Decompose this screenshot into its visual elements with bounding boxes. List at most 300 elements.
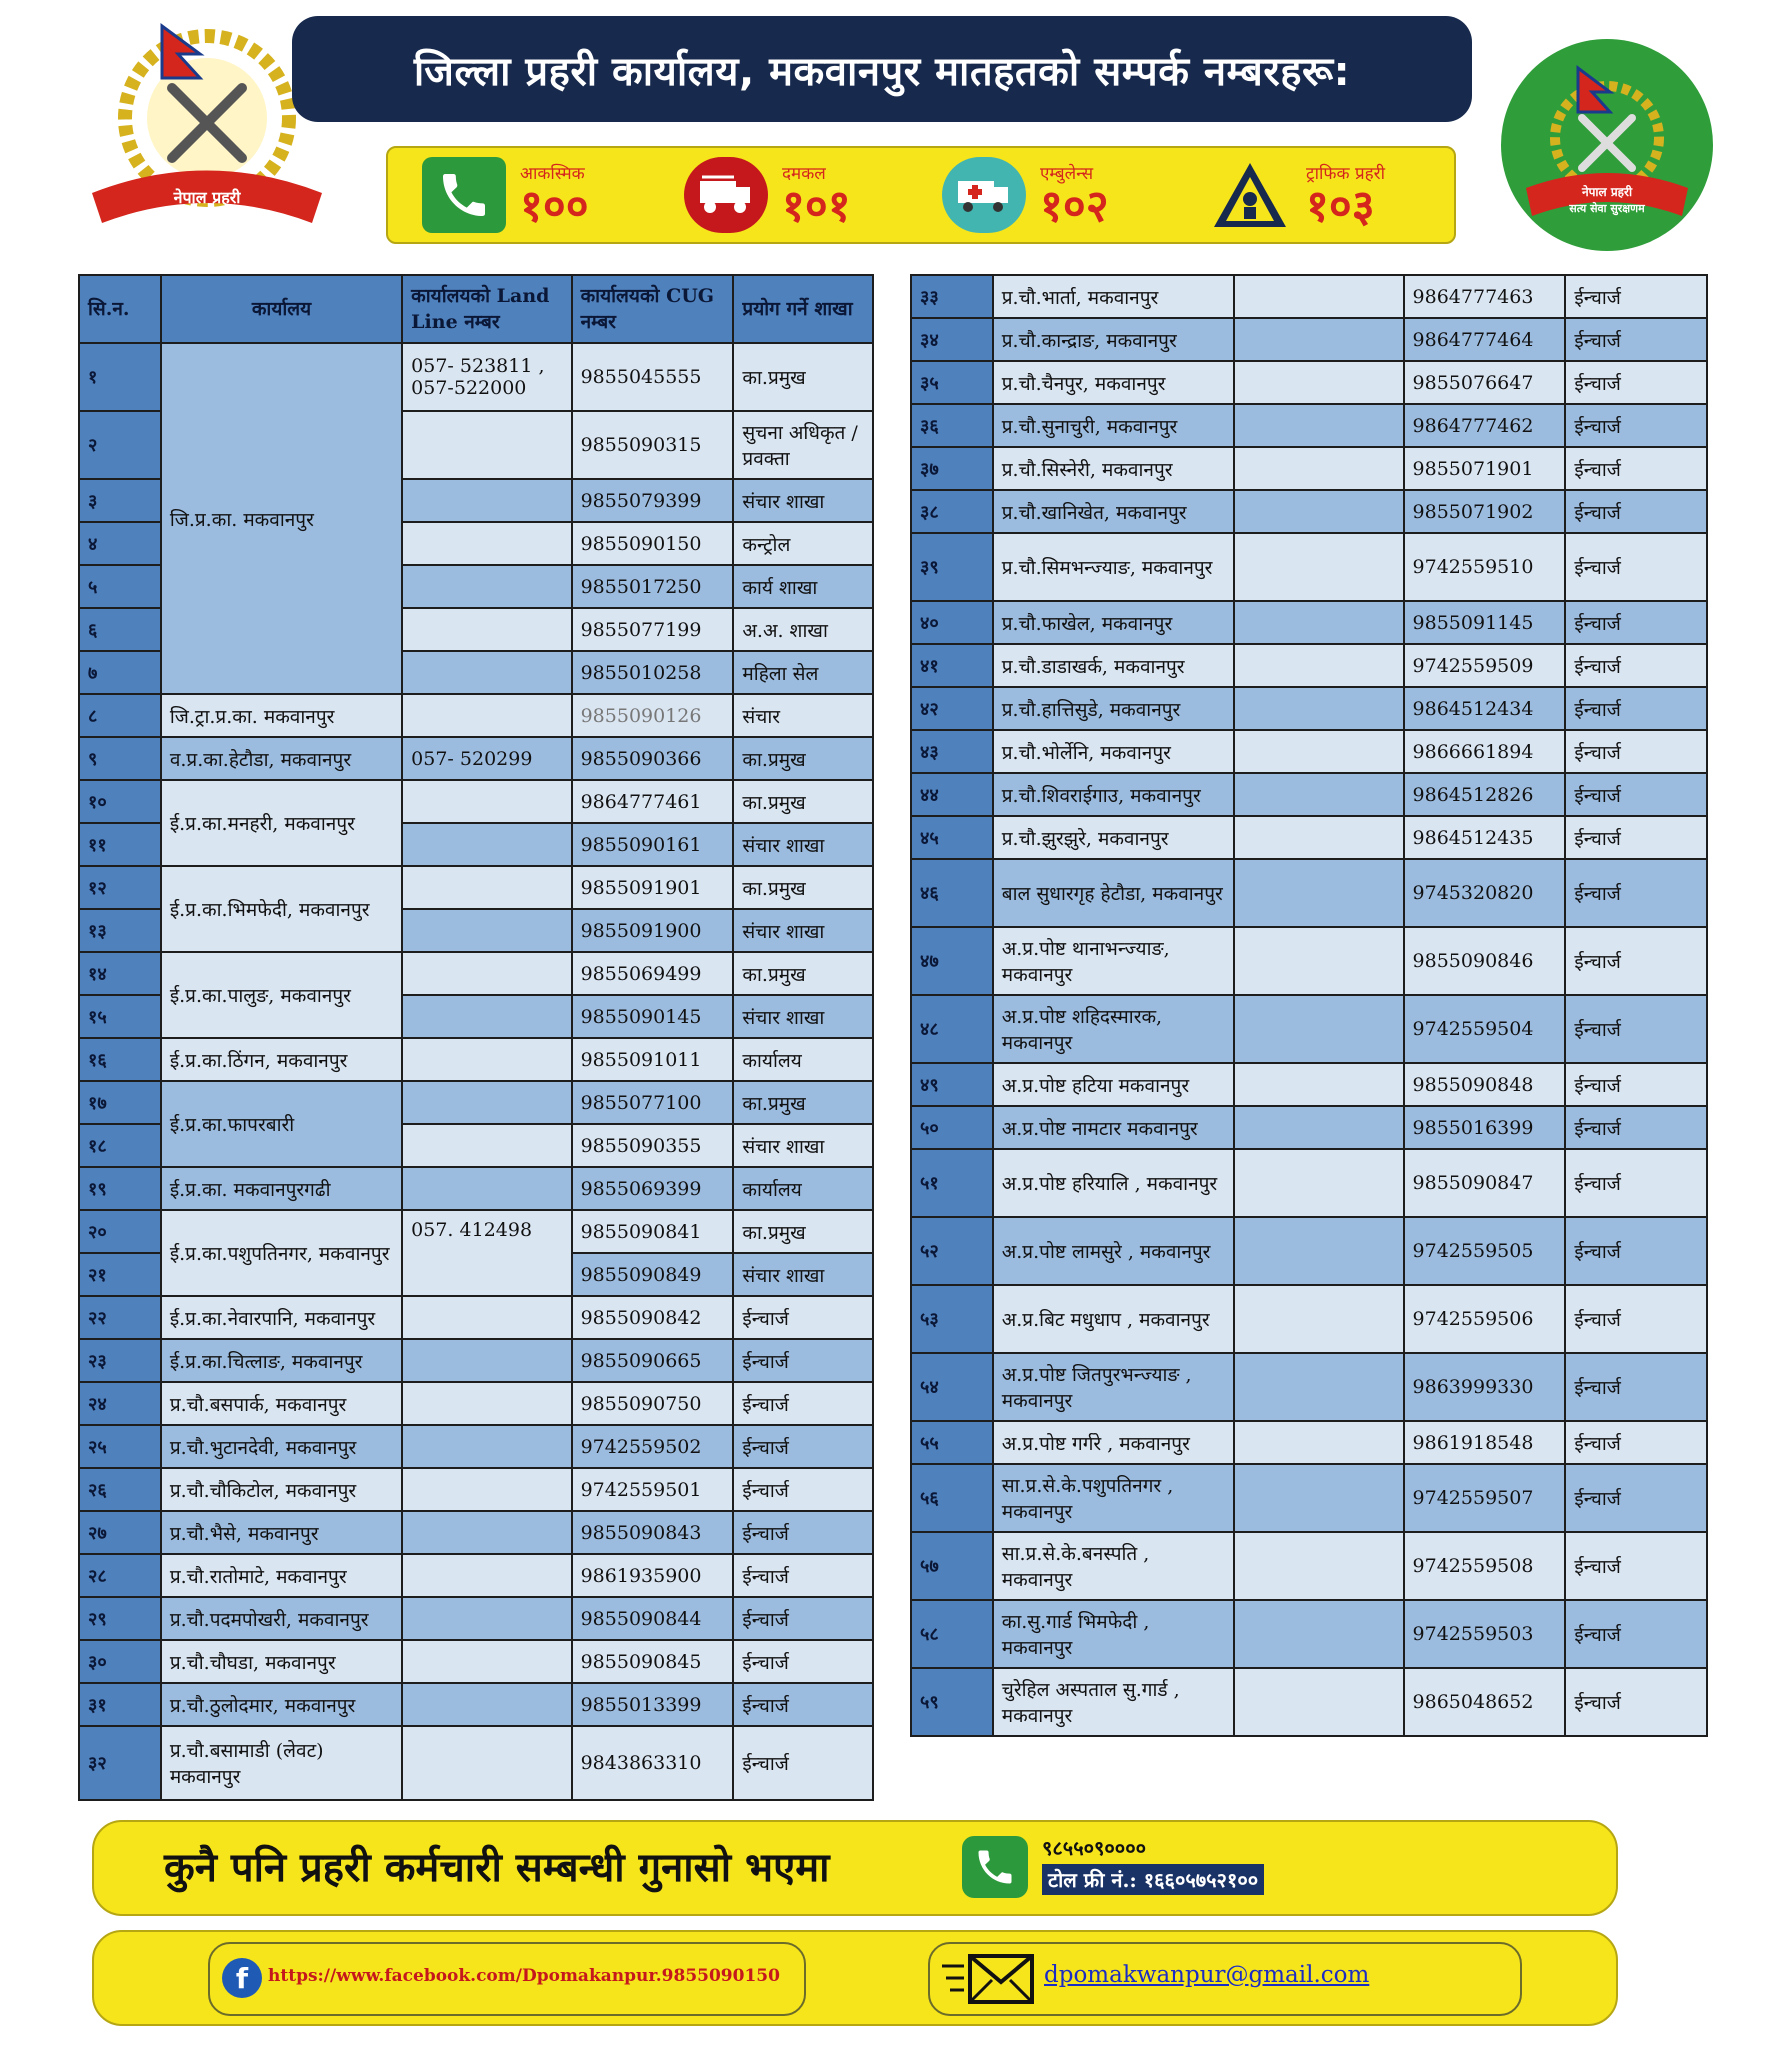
cell-landline: [1234, 773, 1403, 816]
cell-landline: [402, 479, 571, 522]
cell-branch: सुचना अधिकृत /प्रवक्ता: [733, 411, 873, 479]
cell-office: प्र.चौ.पदमपोखरी, मकवानपुर: [161, 1597, 402, 1640]
cell-branch: संचार शाखा: [733, 823, 873, 866]
cell-office: अ.प्र.पोष्ट नामटार मकवानपुर: [993, 1106, 1235, 1149]
cell-sn: ११: [79, 823, 161, 866]
cell-office: ई.प्र.का.पालुङ, मकवानपुर: [161, 952, 402, 1038]
cell-sn: ४९: [911, 1063, 993, 1106]
emergency-label: दमकल: [782, 163, 826, 184]
cell-cug: 9855090150: [572, 522, 734, 565]
cell-cug: 9855091011: [572, 1038, 734, 1081]
cell-cug: 9855090849: [572, 1253, 734, 1296]
cell-sn: ३०: [79, 1640, 161, 1683]
cell-branch: का.प्रमुख: [733, 737, 873, 780]
cell-cug: 9864512435: [1404, 816, 1566, 859]
cell-sn: २३: [79, 1339, 161, 1382]
cell-sn: ३७: [911, 447, 993, 490]
cell-sn: ९: [79, 737, 161, 780]
table-row: [911, 816, 1707, 859]
cell-office: प्र.चौ.कान्द्राङ, मकवानपुर: [993, 318, 1235, 361]
cell-branch: ईन्चार्ज: [733, 1597, 873, 1640]
cell-cug: 9742559506: [1404, 1285, 1566, 1353]
table-row: [911, 447, 1707, 490]
cell-sn: ३३: [911, 275, 993, 318]
cell-branch: ईन्चार्ज: [1565, 1106, 1707, 1149]
cell-cug: 9742559508: [1404, 1532, 1566, 1600]
cell-cug: 9855077199: [572, 608, 734, 651]
logo-right-text-2: सत्य सेवा सुरक्षणम: [1569, 202, 1645, 215]
cell-cug: 9843863310: [572, 1726, 734, 1800]
cell-office: प्र.चौ.झुरझुरे, मकवानपुर: [993, 816, 1235, 859]
table-row: [911, 1285, 1707, 1353]
cell-branch: ईन्चार्ज: [1565, 1600, 1707, 1668]
cell-sn: ३५: [911, 361, 993, 404]
cell-branch: संचार शाखा: [733, 909, 873, 952]
cell-landline: [1234, 361, 1403, 404]
cell-landline: [402, 1683, 571, 1726]
cell-branch: ईन्चार्ज: [733, 1554, 873, 1597]
emergency-fire[interactable]: [684, 154, 851, 236]
cell-sn: १६: [79, 1038, 161, 1081]
table-row: [911, 533, 1707, 601]
table-row: [911, 275, 1707, 318]
cell-sn: ४४: [911, 773, 993, 816]
cell-landline: 057. 412498: [402, 1210, 571, 1296]
table-row: [911, 687, 1707, 730]
cell-branch: ईन्चार्ज: [733, 1339, 873, 1382]
ambulance-icon: [942, 157, 1026, 233]
cell-branch: संचार शाखा: [733, 995, 873, 1038]
cell-sn: २८: [79, 1554, 161, 1597]
email-link[interactable]: dpomakwanpur@gmail.com: [1044, 1962, 1370, 1988]
cell-cug: 9855079399: [572, 479, 734, 522]
table-row: [911, 318, 1707, 361]
cell-branch: कन्ट्रोल: [733, 522, 873, 565]
cell-cug: 9855010258: [572, 651, 734, 694]
cell-branch: ईन्चार्ज: [1565, 318, 1707, 361]
table-row: [911, 1532, 1707, 1600]
cell-office: ई.प्र.का.नेवारपानि, मकवानपुर: [161, 1296, 402, 1339]
logo-right-text-1: नेपाल प्रहरी: [1581, 185, 1633, 199]
cell-branch: महिला सेल: [733, 651, 873, 694]
cell-landline: [402, 1339, 571, 1382]
cell-landline: [402, 1038, 571, 1081]
grievance-text: कुनै पनि प्रहरी कर्मचारी सम्बन्धी गुनासो भएमा: [164, 1845, 830, 1891]
cell-cug: 9855069399: [572, 1167, 734, 1210]
cell-landline: [1234, 1217, 1403, 1285]
cell-cug: 9855071901: [1404, 447, 1566, 490]
cell-sn: ३१: [79, 1683, 161, 1726]
cell-branch: का.प्रमुख: [733, 780, 873, 823]
cell-sn: २५: [79, 1425, 161, 1468]
cell-landline: [402, 780, 571, 823]
cell-sn: १: [79, 343, 161, 411]
emergency-number: १०२: [1040, 180, 1109, 232]
cell-landline: [402, 522, 571, 565]
cell-cug: 9864512826: [1404, 773, 1566, 816]
cell-cug: 9864777462: [1404, 404, 1566, 447]
cell-office: प्र.चौ.चौघडा, मकवानपुर: [161, 1640, 402, 1683]
cell-cug: 9855016399: [1404, 1106, 1566, 1149]
cell-sn: १३: [79, 909, 161, 952]
cell-branch: ईन्चार्ज: [1565, 1353, 1707, 1421]
page-title: जिल्ला प्रहरी कार्यालय, मकवानपुर मातहतको सम्पर्क नम्बरहरू:: [292, 16, 1472, 122]
cell-branch: का.प्रमुख: [733, 1081, 873, 1124]
cell-office: प्र.चौ.भुटानदेवी, मकवानपुर: [161, 1425, 402, 1468]
fire-truck-icon: [684, 157, 768, 233]
cell-sn: ५२: [911, 1217, 993, 1285]
cell-sn: ५९: [911, 1668, 993, 1736]
emergency-label: ट्राफिक प्रहरी: [1306, 163, 1385, 184]
cell-branch: ईन्चार्ज: [1565, 816, 1707, 859]
cell-branch: ईन्चार्ज: [1565, 533, 1707, 601]
cell-landline: [402, 1296, 571, 1339]
cell-cug: 9864512434: [1404, 687, 1566, 730]
cell-branch: ईन्चार्ज: [1565, 995, 1707, 1063]
cell-office: अ.प्र.पोष्ट हटिया मकवानपुर: [993, 1063, 1235, 1106]
cell-sn: ४६: [911, 859, 993, 927]
cell-landline: [402, 1511, 571, 1554]
cell-landline: [402, 995, 571, 1038]
cell-landline: [1234, 730, 1403, 773]
cell-office: व.प्र.का.हेटौडा, मकवानपुर: [161, 737, 402, 780]
facebook-box[interactable]: [208, 1942, 806, 2016]
cell-cug: 9855090845: [572, 1640, 734, 1683]
cell-sn: ४३: [911, 730, 993, 773]
cell-cug: 9863999330: [1404, 1353, 1566, 1421]
cell-landline: [1234, 447, 1403, 490]
cell-sn: १८: [79, 1124, 161, 1167]
cell-landline: [1234, 318, 1403, 361]
cell-branch: ईन्चार्ज: [1565, 404, 1707, 447]
cell-branch: संचार शाखा: [733, 1253, 873, 1296]
cell-landline: [1234, 816, 1403, 859]
cell-cug: 9855076647: [1404, 361, 1566, 404]
cell-landline: [1234, 644, 1403, 687]
cell-landline: [1234, 1600, 1403, 1668]
emergency-traffic[interactable]: [1208, 154, 1385, 236]
cell-cug: 9742559501: [572, 1468, 734, 1511]
cell-sn: ३२: [79, 1726, 161, 1800]
cell-office: प्र.चौ.भैसे, मकवानपुर: [161, 1511, 402, 1554]
phone-icon: [422, 157, 506, 233]
cell-sn: ५८: [911, 1600, 993, 1668]
cell-landline: [1234, 1063, 1403, 1106]
cell-office: अ.प्र.पोष्ट शहिदस्मारक, मकवानपुर: [993, 995, 1235, 1063]
cell-cug: 9742559509: [1404, 644, 1566, 687]
cell-branch: ईन्चार्ज: [1565, 601, 1707, 644]
cell-office: प्र.चौ.भार्ता, मकवानपुर: [993, 275, 1235, 318]
cell-office: बाल सुधारगृह हेटौडा, मकवानपुर: [993, 859, 1235, 927]
table-row: [911, 644, 1707, 687]
cell-office: प्र.चौ.रातोमाटे, मकवानपुर: [161, 1554, 402, 1597]
cell-cug: 9742559504: [1404, 995, 1566, 1063]
facebook-link[interactable]: https://www.facebook.com/Dpomakanpur.9855090150: [268, 1966, 780, 1986]
cell-sn: १७: [79, 1081, 161, 1124]
grievance-phone[interactable]: ९८५५०९००००: [1042, 1836, 1146, 1860]
cell-branch: का.प्रमुख: [733, 1210, 873, 1253]
cell-branch: कार्यालय: [733, 1038, 873, 1081]
cell-landline: [402, 1640, 571, 1683]
cell-landline: [402, 411, 571, 479]
cell-landline: [1234, 995, 1403, 1063]
cell-cug: 9855090844: [572, 1597, 734, 1640]
cell-office: प्र.चौ.बसपार्क, मकवानपुर: [161, 1382, 402, 1425]
cell-office: प्र.चौ.चैनपुर, मकवानपुर: [993, 361, 1235, 404]
cell-sn: २: [79, 411, 161, 479]
header-branch: प्रयोग गर्ने शाखा: [733, 275, 873, 343]
cell-sn: ३४: [911, 318, 993, 361]
grievance-banner: [92, 1820, 1618, 1916]
table-row: [911, 927, 1707, 995]
cell-office: सा.प्र.से.के.पशुपतिनगर , मकवानपुर: [993, 1464, 1235, 1532]
cell-branch: ईन्चार्ज: [1565, 1063, 1707, 1106]
emergency-police[interactable]: [422, 154, 589, 236]
contact-table-left: [78, 274, 874, 1801]
cell-branch: ईन्चार्ज: [1565, 644, 1707, 687]
cell-office: प्र.चौ.शिवराईगाउ, मकवानपुर: [993, 773, 1235, 816]
cell-branch: ईन्चार्ज: [1565, 490, 1707, 533]
toll-free-number[interactable]: टोल फ्री नं.: १६६०५७५२१००: [1042, 1864, 1264, 1895]
cell-office: प्र.चौ.भोर्लेनि, मकवानपुर: [993, 730, 1235, 773]
cell-cug: 9855045555: [572, 343, 734, 411]
table-row: [911, 995, 1707, 1063]
cell-office: ई.प्र.का.भिमफेदी, मकवानपुर: [161, 866, 402, 952]
cell-sn: १५: [79, 995, 161, 1038]
cell-sn: ५३: [911, 1285, 993, 1353]
cell-office: अ.प्र.पोष्ट जितपुरभन्ज्याङ , मकवानपुर: [993, 1353, 1235, 1421]
cell-cug: 9855090126: [572, 694, 734, 737]
cell-sn: ७: [79, 651, 161, 694]
cell-cug: 9855091901: [572, 866, 734, 909]
table-row: [911, 1106, 1707, 1149]
cell-landline: [1234, 1464, 1403, 1532]
cell-office: प्र.चौ.फाखेल, मकवानपुर: [993, 601, 1235, 644]
table-row: [911, 361, 1707, 404]
cell-cug: 9742559505: [1404, 1217, 1566, 1285]
cell-cug: 9855090665: [572, 1339, 734, 1382]
emergency-ambulance[interactable]: [942, 154, 1109, 236]
email-box[interactable]: [928, 1942, 1522, 2016]
cell-cug: 9861918548: [1404, 1421, 1566, 1464]
emergency-label: एम्बुलेन्स: [1040, 163, 1094, 184]
table-row: [911, 1353, 1707, 1421]
emergency-label: आकस्मिक: [520, 163, 585, 184]
cell-cug: 9855013399: [572, 1683, 734, 1726]
cell-branch: ईन्चार्ज: [1565, 773, 1707, 816]
cell-office: ई.प्र.का. मकवानपुरगढी: [161, 1167, 402, 1210]
cell-landline: [1234, 1668, 1403, 1736]
cell-office: ई.प्र.का.ठिंगन, मकवानपुर: [161, 1038, 402, 1081]
cell-sn: २९: [79, 1597, 161, 1640]
cell-office: अ.प्र.पोष्ट थानाभन्ज्याङ, मकवानपुर: [993, 927, 1235, 995]
cell-landline: [402, 1425, 571, 1468]
logo-left-text-2: सत्य सेवा सुरक्षणम: [162, 217, 252, 232]
cell-office: जि.प्र.का. मकवानपुर: [161, 343, 402, 694]
cell-office: प्र.चौ.खानिखेत, मकवानपुर: [993, 490, 1235, 533]
cell-branch: ईन्चार्ज: [1565, 447, 1707, 490]
cell-sn: ४२: [911, 687, 993, 730]
logo-left-text-1: नेपाल प्रहरी: [173, 188, 241, 207]
cell-sn: १९: [79, 1167, 161, 1210]
cell-sn: २६: [79, 1468, 161, 1511]
cell-landline: [402, 1554, 571, 1597]
cell-cug: 9742559502: [572, 1425, 734, 1468]
header-sn: सि.न.: [79, 275, 161, 343]
cell-cug: 9864777461: [572, 780, 734, 823]
cell-office: प्र.चौ.हात्तिसुडे, मकवानपुर: [993, 687, 1235, 730]
cell-cug: 9855090847: [1404, 1149, 1566, 1217]
cell-branch: ईन्चार्ज: [733, 1511, 873, 1554]
cell-landline: [402, 1081, 571, 1124]
cell-cug: 9855090841: [572, 1210, 734, 1253]
cell-branch: ईन्चार्ज: [1565, 1464, 1707, 1532]
cell-cug: 9745320820: [1404, 859, 1566, 927]
cell-cug: 9855090161: [572, 823, 734, 866]
cell-branch: ईन्चार्ज: [1565, 1421, 1707, 1464]
cell-branch: ईन्चार्ज: [1565, 1285, 1707, 1353]
cell-cug: 9855090355: [572, 1124, 734, 1167]
cell-landline: [1234, 275, 1403, 318]
table-row: [911, 1600, 1707, 1668]
cell-sn: २७: [79, 1511, 161, 1554]
cell-landline: [402, 952, 571, 995]
table-row: [911, 1464, 1707, 1532]
cell-office: ई.प्र.का.पशुपतिनगर, मकवानपुर: [161, 1210, 402, 1296]
cell-landline: [1234, 687, 1403, 730]
emergency-number: १००: [520, 180, 589, 232]
cell-cug: 9742559510: [1404, 533, 1566, 601]
cell-landline: [1234, 601, 1403, 644]
cell-office: प्र.चौ.सिमभन्ज्याङ, मकवानपुर: [993, 533, 1235, 601]
cell-sn: ३६: [911, 404, 993, 447]
cell-office: प्र.चौ.डाडाखर्क, मकवानपुर: [993, 644, 1235, 687]
cell-landline: [402, 909, 571, 952]
cell-sn: ६: [79, 608, 161, 651]
cell-cug: 9855090848: [1404, 1063, 1566, 1106]
emergency-number: १०१: [782, 180, 851, 232]
cell-sn: ४८: [911, 995, 993, 1063]
cell-branch: ईन्चार्ज: [1565, 687, 1707, 730]
cell-branch: ईन्चार्ज: [1565, 1149, 1707, 1217]
cell-sn: ५७: [911, 1532, 993, 1600]
cell-cug: 9864777463: [1404, 275, 1566, 318]
cell-landline: [1234, 1421, 1403, 1464]
cell-cug: 9866661894: [1404, 730, 1566, 773]
cell-cug: 9855077100: [572, 1081, 734, 1124]
cell-landline: [1234, 927, 1403, 995]
cell-branch: ईन्चार्ज: [733, 1468, 873, 1511]
cell-landline: [402, 1124, 571, 1167]
cell-landline: [402, 1726, 571, 1800]
cell-branch: अ.अ. शाखा: [733, 608, 873, 651]
phone-icon: [962, 1836, 1028, 1898]
cell-branch: ईन्चार्ज: [1565, 1532, 1707, 1600]
cell-landline: 057- 523811 , 057-522000: [402, 343, 571, 411]
header-landline: कार्यालयको Land Line नम्बर: [402, 275, 571, 343]
cell-sn: ४५: [911, 816, 993, 859]
cell-office: ई.प्र.का.फापरबारी: [161, 1081, 402, 1167]
cell-sn: १०: [79, 780, 161, 823]
cell-office: अ.प्र.पोष्ट गर्गरे , मकवानपुर: [993, 1421, 1235, 1464]
cell-branch: ईन्चार्ज: [733, 1726, 873, 1800]
facebook-icon: f: [222, 1958, 262, 1998]
table-row: [911, 1668, 1707, 1736]
cell-office: का.सु.गार्ड भिमफेदी , मकवानपुर: [993, 1600, 1235, 1668]
cell-branch: ईन्चार्ज: [733, 1296, 873, 1339]
cell-sn: ५१: [911, 1149, 993, 1217]
cell-office: सा.प्र.से.के.बनस्पति , मकवानपुर: [993, 1532, 1235, 1600]
cell-branch: ईन्चार्ज: [733, 1640, 873, 1683]
cell-branch: ईन्चार्ज: [1565, 730, 1707, 773]
nepal-police-logo-right: [1500, 38, 1714, 252]
cell-cug: 9864777464: [1404, 318, 1566, 361]
cell-branch: ईन्चार्ज: [1565, 1668, 1707, 1736]
cell-landline: [1234, 1106, 1403, 1149]
cell-landline: [1234, 1285, 1403, 1353]
cell-landline: [402, 1597, 571, 1640]
cell-sn: ८: [79, 694, 161, 737]
cell-landline: [402, 866, 571, 909]
table-row: [911, 601, 1707, 644]
cell-landline: [402, 565, 571, 608]
cell-sn: ३९: [911, 533, 993, 601]
cell-cug: 9861935900: [572, 1554, 734, 1597]
cell-sn: २०: [79, 1210, 161, 1253]
cell-sn: ५: [79, 565, 161, 608]
cell-cug: 9855090366: [572, 737, 734, 780]
cell-office: ई.प्र.का.मनहरी, मकवानपुर: [161, 780, 402, 866]
cell-branch: संचार: [733, 694, 873, 737]
cell-cug: 9855090750: [572, 1382, 734, 1425]
cell-office: प्र.चौ.सिस्नेरी, मकवानपुर: [993, 447, 1235, 490]
cell-office: प्र.चौ.चौकिटोल, मकवानपुर: [161, 1468, 402, 1511]
cell-sn: ४०: [911, 601, 993, 644]
cell-office: प्र.चौ.बसामाडी (लेवट) मकवानपुर: [161, 1726, 402, 1800]
table-row: [911, 773, 1707, 816]
cell-branch: ईन्चार्ज: [733, 1425, 873, 1468]
cell-sn: १२: [79, 866, 161, 909]
cell-sn: ३: [79, 479, 161, 522]
cell-landline: [402, 1167, 571, 1210]
table-row: [911, 859, 1707, 927]
cell-landline: [1234, 404, 1403, 447]
cell-landline: [402, 1382, 571, 1425]
cell-sn: ५०: [911, 1106, 993, 1149]
cell-landline: [402, 651, 571, 694]
cell-cug: 9855090315: [572, 411, 734, 479]
cell-branch: ईन्चार्ज: [733, 1683, 873, 1726]
cell-branch: ईन्चार्ज: [1565, 859, 1707, 927]
table-row: [911, 1149, 1707, 1217]
cell-landline: [1234, 1353, 1403, 1421]
cell-cug: 9855090846: [1404, 927, 1566, 995]
cell-sn: ५६: [911, 1464, 993, 1532]
traffic-sign-icon: [1208, 157, 1292, 233]
cell-branch: ईन्चार्ज: [1565, 1217, 1707, 1285]
cell-branch: संचार शाखा: [733, 479, 873, 522]
table-row: [911, 730, 1707, 773]
cell-branch: का.प्रमुख: [733, 343, 873, 411]
table-row: [911, 490, 1707, 533]
emergency-numbers-bar: [386, 146, 1456, 244]
cell-cug: 9855090843: [572, 1511, 734, 1554]
cell-branch: कार्यालय: [733, 1167, 873, 1210]
cell-sn: ३८: [911, 490, 993, 533]
cell-cug: 9855091900: [572, 909, 734, 952]
contact-table-right: [910, 274, 1708, 1737]
cell-sn: ४: [79, 522, 161, 565]
